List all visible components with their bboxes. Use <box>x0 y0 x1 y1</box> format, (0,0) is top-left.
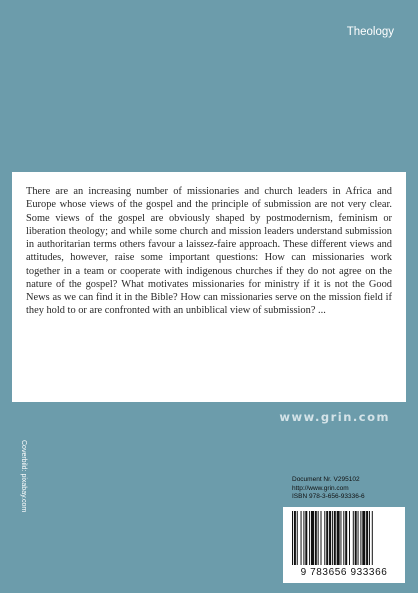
barcode-bar <box>329 511 331 565</box>
barcode-bar <box>301 511 302 565</box>
barcode-bar <box>334 511 336 565</box>
barcode-bar <box>349 511 350 565</box>
barcode-bar <box>309 511 310 565</box>
barcode <box>283 507 405 583</box>
document-website[interactable]: http://www.grin.com <box>292 484 349 492</box>
barcode-bar <box>372 511 373 565</box>
cover-image-credit: Coverbild: pixabay.com <box>20 440 27 513</box>
blurb-text: There are an increasing number of missionaries and church leaders in Africa and Europe whose views of the gospel and the principle of submission are not very clear. Some views of the gospel are obviously shaped by postmodernism, feminism or liberation theology; and while some church and mission leaders understand submission in authoritarian terms others favour a laissez-faire approach. These different views and attitudes, however, raise some important questions: How can missionaries work together in a team or cooperate with indigenous churches if they do not agree on the nature of the gospel? What motivates missionaries for ministry if it is not the Good News as we can find it in the Bible? How can missionaries serve on the mission field if they hold to or are confronted with an unbiblical view of submission? ... <box>26 186 392 317</box>
barcode-bar <box>318 511 319 565</box>
barcode-bar <box>355 511 357 565</box>
barcode-bar <box>303 511 304 565</box>
barcode-bar <box>337 511 340 565</box>
barcode-bar <box>343 511 344 565</box>
barcode-bars-graphic <box>292 511 398 565</box>
category-label: Theology <box>346 26 394 38</box>
barcode-bar <box>332 511 333 565</box>
document-info <box>292 476 365 502</box>
barcode-bar <box>353 511 354 565</box>
barcode-bar <box>315 511 317 565</box>
top-color-band <box>12 18 406 170</box>
barcode-bar <box>358 511 359 565</box>
barcode-bar <box>366 511 368 565</box>
barcode-bar <box>311 511 314 565</box>
barcode-bar <box>292 511 293 565</box>
barcode-bar <box>297 511 298 565</box>
document-number: Document Nr. V295102 <box>292 476 360 483</box>
barcode-bar <box>321 511 322 565</box>
publisher-url[interactable]: www.grin.com <box>279 410 390 424</box>
isbn-number: ISBN 978-3-656-93336-6 <box>292 493 365 500</box>
barcode-bar <box>324 511 325 565</box>
barcode-bar <box>294 511 296 565</box>
barcode-bar <box>345 511 347 565</box>
barcode-digits: 9 783656 933366 <box>300 567 388 578</box>
barcode-bar <box>305 511 307 565</box>
barcode-bar <box>360 511 361 565</box>
barcode-bar <box>362 511 365 565</box>
barcode-bar <box>369 511 370 565</box>
barcode-bar <box>326 511 328 565</box>
barcode-bar <box>340 511 341 565</box>
